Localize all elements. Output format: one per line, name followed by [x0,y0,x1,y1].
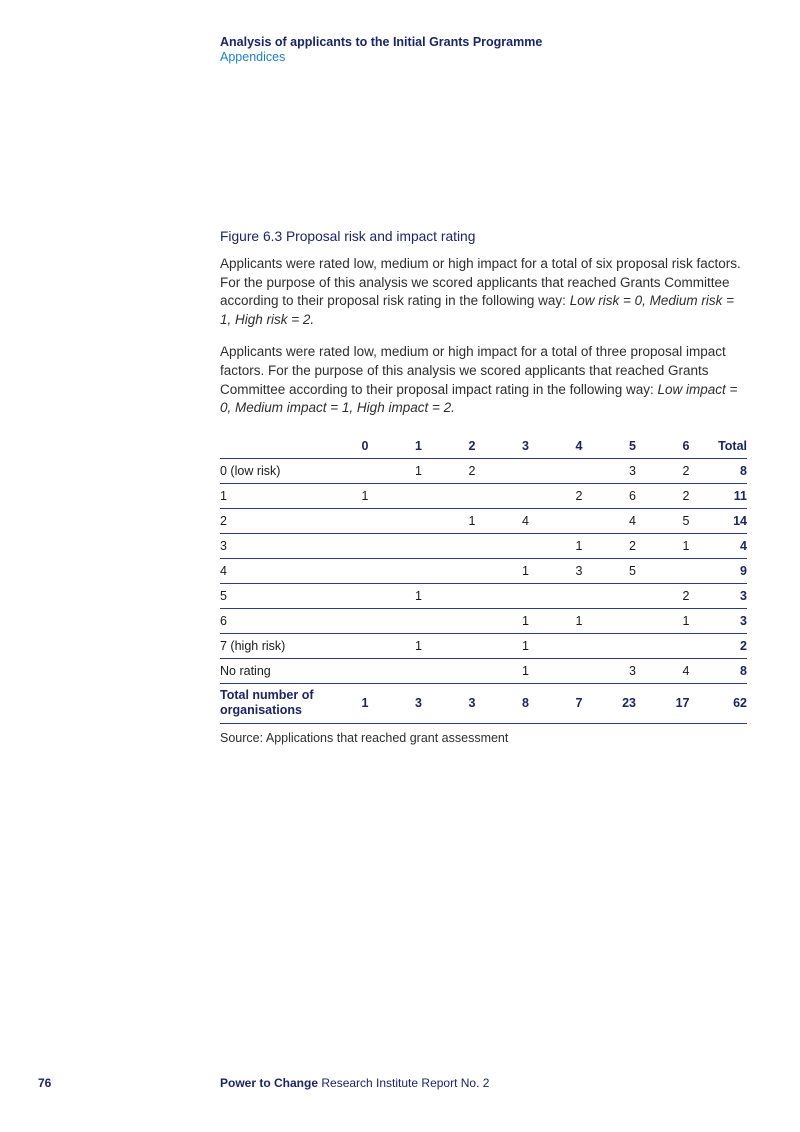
table-cell: 1 [369,583,423,608]
table-cell: 2 [636,483,690,508]
table-cell: 4 [636,658,690,683]
table-cell: 2 [422,458,476,483]
total-cell: 1 [315,683,369,723]
row-label: 7 (high risk) [220,633,315,658]
paragraph-impact-text: Applicants were rated low, medium or high impact for a total of three proposal impact factors. For the purpose of this analysis we scored applicants that reached Grants Committee according to their proposal impact rating in the following way: [220,344,726,397]
table-corner-cell [220,434,315,459]
table-cell: 1 [529,533,583,558]
table-cell [315,558,369,583]
table-cell [369,483,423,508]
table-cell: 1 [636,608,690,633]
table-cell: 2 [636,583,690,608]
table-cell [636,633,690,658]
table-cell [422,558,476,583]
table-cell [636,558,690,583]
row-total: 8 [690,658,748,683]
table-cell [422,658,476,683]
column-header-0: 0 [315,434,369,459]
row-label: 4 [220,558,315,583]
column-header-5: 5 [583,434,637,459]
table-cell [476,458,530,483]
table-row [220,658,747,683]
row-total: 8 [690,458,748,483]
total-cell: 3 [422,683,476,723]
risk-impact-table [220,434,747,724]
table-cell [369,558,423,583]
table-cell [476,483,530,508]
column-header-2: 2 [422,434,476,459]
row-label: 1 [220,483,315,508]
table-cell [315,658,369,683]
table-cell: 2 [583,533,637,558]
table-cell: 4 [476,508,530,533]
table-header [220,434,747,459]
figure-section [220,228,747,745]
page-number: 76 [38,1076,52,1090]
table-cell [422,583,476,608]
column-header-3: 3 [476,434,530,459]
table-cell [529,583,583,608]
column-header-6: 6 [636,434,690,459]
table-row [220,458,747,483]
column-header-total: Total [690,434,748,459]
total-cell: 3 [369,683,423,723]
table-cell: 1 [636,533,690,558]
table-cell: 3 [583,658,637,683]
row-total: 4 [690,533,748,558]
table-cell [315,633,369,658]
footer-brand: Power to Change [220,1076,319,1090]
table-cell: 3 [529,558,583,583]
figure-title: Figure 6.3 Proposal risk and impact rating [220,229,476,244]
table-cell [422,483,476,508]
table-cell [315,508,369,533]
footer-credit [220,1076,489,1090]
table-cell [315,583,369,608]
paragraph-impact-scoring: Low impact = 0, Medium impact = 1, High impact = 2. [220,381,738,416]
table-cell [583,583,637,608]
table-cell [315,608,369,633]
table-cell [369,608,423,633]
table-cell: 1 [476,633,530,658]
total-row-label: Total number of organisations [220,683,315,723]
grand-total: 62 [690,683,748,723]
table-body [220,458,747,723]
table-cell [476,533,530,558]
total-cell: 7 [529,683,583,723]
table-cell [315,533,369,558]
row-label: 0 (low risk) [220,458,315,483]
table-cell: 5 [636,508,690,533]
row-total: 3 [690,583,748,608]
row-total: 3 [690,608,748,633]
total-cell: 17 [636,683,690,723]
table-cell: 1 [529,608,583,633]
table-cell [529,458,583,483]
row-total: 14 [690,508,748,533]
running-header-title: Analysis of applicants to the Initial Grants Programme [220,35,543,49]
row-label: 3 [220,533,315,558]
table-cell: 6 [583,483,637,508]
table-cell [422,608,476,633]
column-header-4: 4 [529,434,583,459]
table-cell: 1 [369,458,423,483]
table-cell: 1 [476,658,530,683]
table-row [220,633,747,658]
table-cell [529,658,583,683]
row-label: 6 [220,608,315,633]
running-header-section: Appendices [220,50,286,64]
table-cell [529,508,583,533]
table-cell: 2 [529,483,583,508]
row-label: No rating [220,658,315,683]
table-cell: 1 [315,483,369,508]
table-cell [369,508,423,533]
table-header-row [220,434,747,459]
table-cell [476,583,530,608]
table-cell: 1 [369,633,423,658]
table-cell [369,533,423,558]
row-total: 9 [690,558,748,583]
table-row [220,558,747,583]
figure-paragraph-impact [220,343,747,417]
row-total: 2 [690,633,748,658]
row-total: 11 [690,483,748,508]
table-total-row [220,683,747,723]
table-row [220,483,747,508]
paragraph-risk-scoring: Low risk = 0, Medium risk = 1, High risk = 2. [220,293,734,327]
table-cell: 5 [583,558,637,583]
table-row [220,533,747,558]
figure-paragraph-risk [220,255,747,329]
total-cell: 8 [476,683,530,723]
table-cell: 1 [422,508,476,533]
table-cell: 1 [476,558,530,583]
column-header-1: 1 [369,434,423,459]
table-cell: 2 [636,458,690,483]
total-cell: 23 [583,683,637,723]
table-row [220,583,747,608]
row-label: 5 [220,583,315,608]
table-cell [422,533,476,558]
table-row [220,608,747,633]
table-cell: 4 [583,508,637,533]
table-row [220,508,747,533]
table-cell [422,633,476,658]
table-cell [583,633,637,658]
table-cell [315,458,369,483]
running-header [220,35,542,65]
row-label: 2 [220,508,315,533]
table-cell: 1 [476,608,530,633]
table-cell [583,608,637,633]
footer-report-title: Research Institute Report No. 2 [318,1076,490,1090]
source-note: Source: Applications that reached grant assessment [220,730,509,745]
table-cell [529,633,583,658]
paragraph-risk-text: Applicants were rated low, medium or high impact for a total of six proposal risk factors. For the purpose of this analysis we scored applicants that reached Grants Committee according to their proposal risk rating in the following way: [220,256,741,309]
table-cell: 3 [583,458,637,483]
table-cell [369,658,423,683]
